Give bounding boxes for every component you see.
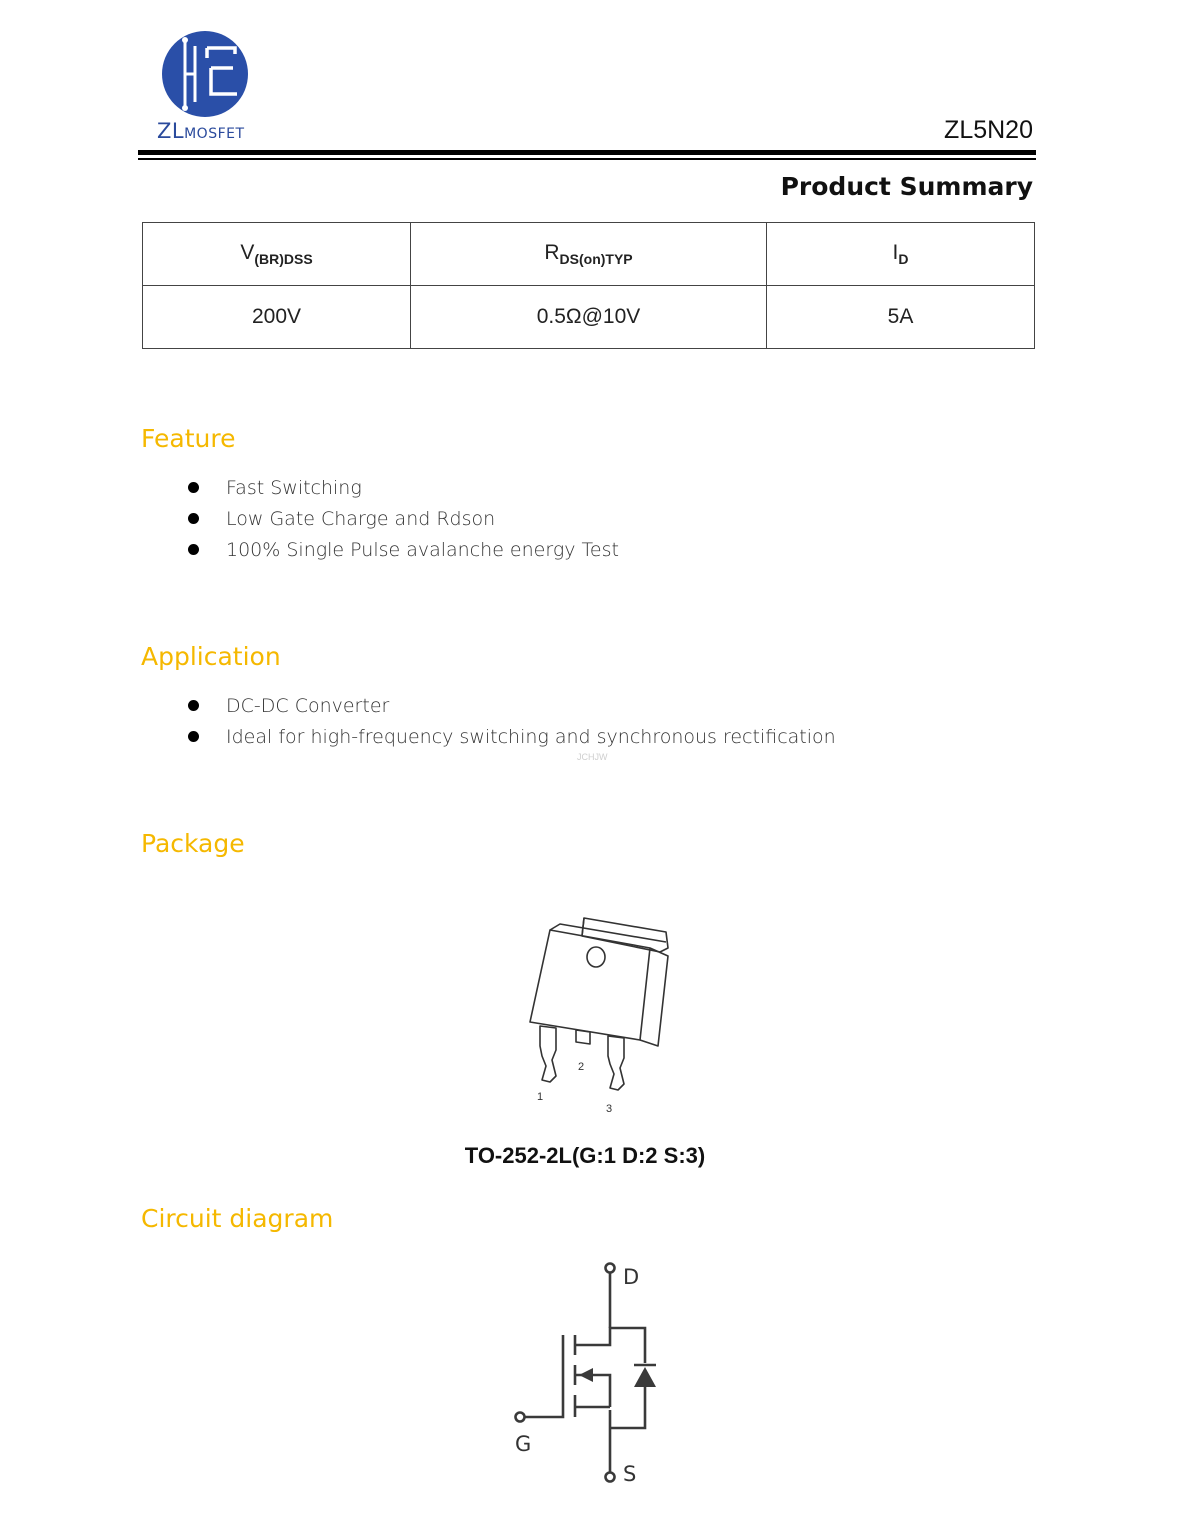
mosfet-circuit-icon <box>505 1255 675 1495</box>
bullet-icon <box>188 482 199 493</box>
header-cell-vbrdss <box>143 223 411 286</box>
pin-2-label: 2 <box>578 1061 585 1073</box>
source-label: S <box>623 1462 637 1486</box>
to252-package-icon <box>520 910 680 1120</box>
list-item <box>185 476 619 507</box>
bullet-icon <box>188 731 199 742</box>
application-title: Application <box>141 642 281 671</box>
header-rule-thick <box>138 150 1036 155</box>
logo-brand-main: ZL <box>157 119 185 143</box>
pin-3-label: 3 <box>606 1103 613 1115</box>
list-item-text: Fast Switching <box>226 477 362 499</box>
header-main: V <box>240 241 255 264</box>
application-list <box>185 694 836 756</box>
header-sub: D <box>898 251 909 267</box>
value-rdson: 0.5Ω@10V <box>411 286 767 349</box>
header-cell-id <box>767 223 1035 286</box>
product-summary-table <box>142 222 1035 349</box>
bullet-icon <box>188 700 199 711</box>
header-sub: DS(on)TYP <box>559 251 633 267</box>
list-item-text: DC-DC Converter <box>226 695 390 717</box>
product-summary-title: Product Summary <box>780 172 1033 201</box>
table-header-row <box>143 223 1035 286</box>
table-row <box>143 286 1035 349</box>
value-id: 5A <box>767 286 1035 349</box>
list-item-text: Low Gate Charge and Rdson <box>226 508 496 530</box>
list-item-text: 100% Single Pulse avalanche energy Test <box>226 539 619 561</box>
part-number: ZL5N20 <box>944 116 1033 144</box>
feature-title: Feature <box>141 424 236 453</box>
header-main: I <box>892 241 899 264</box>
bullet-icon <box>188 544 199 555</box>
list-item-text: Ideal for high-frequency switching and synchronous rectification <box>226 726 836 748</box>
package-caption: TO-252-2L(G:1 D:2 S:3) <box>464 1143 706 1168</box>
header-sub: (BR)DSS <box>254 251 313 267</box>
package-title: Package <box>141 829 245 858</box>
list-item <box>185 694 836 725</box>
list-item <box>185 507 619 538</box>
feature-list <box>185 476 619 569</box>
gate-label: G <box>515 1432 532 1456</box>
drain-label: D <box>623 1265 640 1289</box>
circuit-diagram-title: Circuit diagram <box>141 1204 334 1233</box>
value-vbrdss: 200V <box>143 286 411 349</box>
bullet-icon <box>188 513 199 524</box>
watermark: JCHJW <box>577 752 608 762</box>
logo-wordmark <box>157 119 245 143</box>
header-rule-thin <box>138 158 1036 160</box>
list-item <box>185 538 619 569</box>
list-item <box>185 725 836 756</box>
logo-brand-sub: MOSFET <box>184 126 245 142</box>
header-cell-rdson <box>411 223 767 286</box>
pin-1-label: 1 <box>537 1091 544 1103</box>
header-main: R <box>544 241 560 264</box>
